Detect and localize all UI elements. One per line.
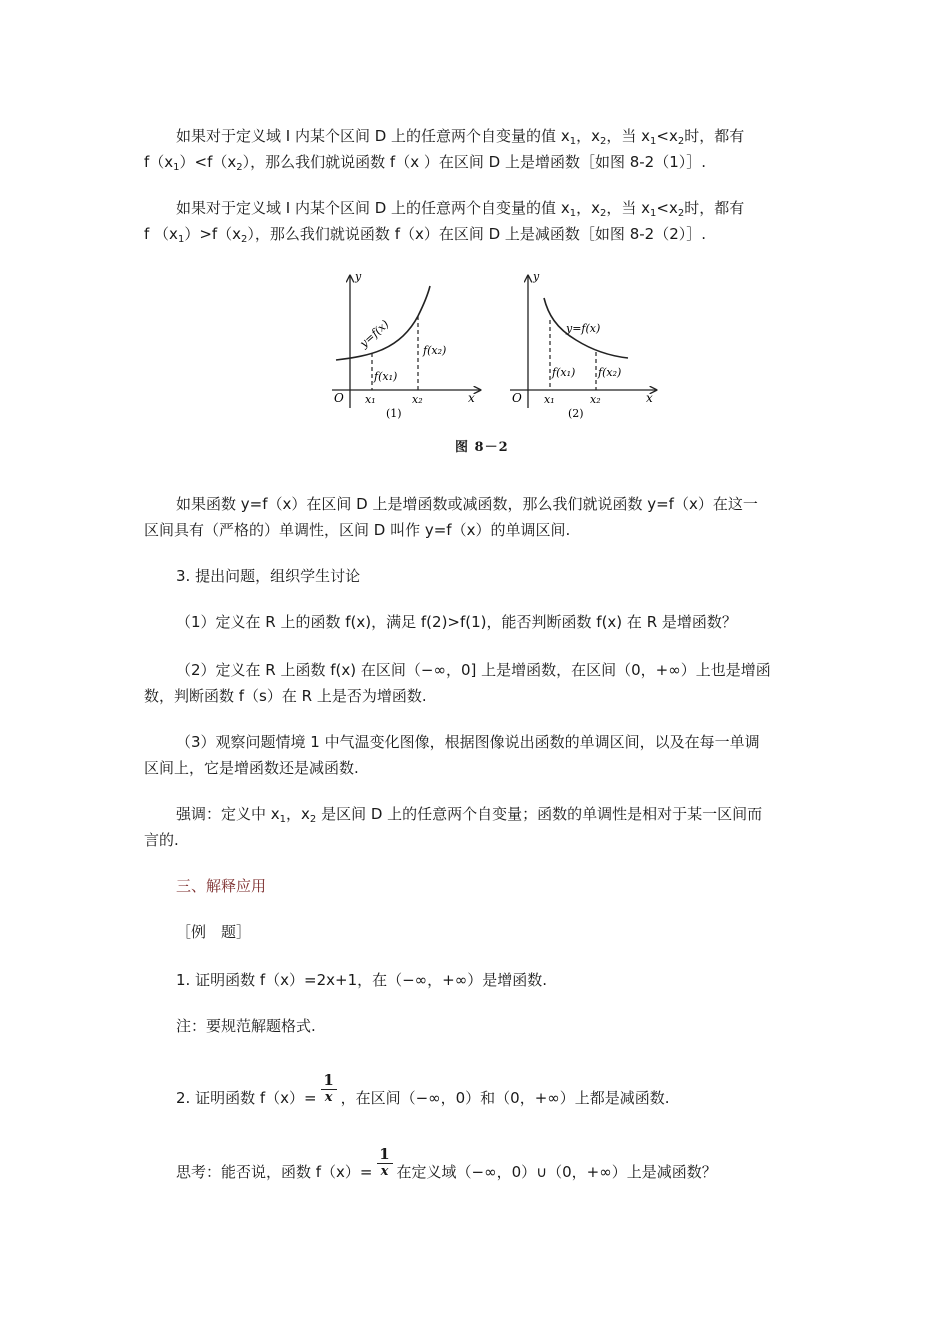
example-2: 2. 证明函数 f（x）= $\frac{1}{x}$ ，在区间（−∞，0）和（0，+∞）上都是减函数. — [176, 1071, 670, 1107]
paragraph-monotonic-line2: 区间具有（严格的）单调性，区间 D 叫作 y=f（x）的单调区间. — [144, 521, 571, 539]
question-3-line1: （3）观察问题情境 1 中气温变化图像，根据图像说出函数的单调区间，以及在每一单调 — [176, 733, 760, 751]
left-origin-label: O — [334, 391, 344, 405]
paragraph-decreasing-def-line2: f $(x_1)>f(x_2)$，那么我们就说函数 f（x）在区间 D 上是减函数［如图 8-2（2）］. — [144, 225, 707, 245]
paragraph-increasing-def-line1: 如果对于定义域 I 内某个区间 D 上的任意两个自变量的值 $x_1$，$x_2$，当 $x_1<x_2$时，都有 — [176, 127, 745, 147]
example-1: 1. 证明函数 f（x）=2x+1，在（−∞，+∞）是增函数. — [176, 971, 548, 989]
monotonic-function-figure — [320, 268, 680, 428]
left-fx2-label: f(x₂) — [423, 344, 447, 357]
paragraph-increasing-def-line2: $f(x_1)<f(x_2)$，那么我们就说函数 f（x ）在区间 D 上是增函数［如图 8-2（1）］. — [144, 153, 707, 173]
left-x2-tick: x₂ — [412, 393, 423, 406]
right-x-label: x — [646, 391, 653, 405]
question-3-line2: 区间上，它是增函数还是减函数. — [144, 759, 359, 777]
right-origin-label: O — [512, 391, 522, 405]
figure-caption: 图 8－2 — [455, 440, 509, 455]
note: 注：要规范解题格式. — [176, 1017, 316, 1035]
question-2-line1: （2）定义在 R 上函数 f(x) 在区间（−∞，0] 上是增函数，在区间（0，+∞）上也是增函 — [176, 661, 771, 679]
right-fx2-label: f(x₂) — [598, 366, 622, 379]
increasing-graph — [332, 270, 480, 420]
paragraph-monotonic-line1: 如果函数 y=f（x）在区间 D 上是增函数或减函数，那么我们就说函数 y=f（x）在这一 — [176, 495, 758, 513]
left-sub-caption: (1) — [386, 407, 402, 420]
emphasis-line2: 言的. — [144, 831, 179, 849]
think-question: 思考：能否说，函数 f（x）= $\frac{1}{x}$ 在定义域（−∞，0）∪（0，+∞）上是减函数？ — [176, 1145, 717, 1181]
left-x-label: x — [468, 391, 475, 405]
right-fx1-label: f(x₁) — [552, 366, 576, 379]
right-x2-tick: x₂ — [590, 393, 601, 406]
paragraph-discussion-title: 3. 提出问题，组织学生讨论 — [176, 567, 361, 585]
right-curve-label: y=f(x) — [566, 322, 601, 335]
left-curve-label: y=f(x) — [357, 317, 392, 351]
question-2-line2: 数，判断函数 f（s）在 R 上是否为增函数. — [144, 687, 427, 705]
left-y-label: y — [355, 270, 362, 283]
section-heading: 三、解释应用 — [176, 877, 267, 895]
fraction-one-over-x: $\frac{1}{x}$ — [321, 1072, 337, 1105]
right-x1-tick: x₁ — [544, 393, 555, 406]
decreasing-graph — [510, 270, 656, 420]
question-1: （1）定义在 R 上的函数 f(x)，满足 f(2)>f(1)，能否判断函数 f(x) 在 R 是增函数？ — [176, 613, 737, 631]
right-y-label: y — [533, 270, 540, 283]
emphasis-line1: 强调：定义中 $x_1$，$x_2$ 是区间 D 上的任意两个自变量；函数的单调性是相对于某一区间而 — [176, 805, 763, 825]
paragraph-decreasing-def-line1: 如果对于定义域 I 内某个区间 D 上的任意两个自变量的值 $x_1$，$x_2$，当 $x_1<x_2$时，都有 — [176, 199, 745, 219]
left-x1-tick: x₁ — [365, 393, 376, 406]
left-fx1-label: f(x₁) — [374, 370, 398, 383]
fraction-one-over-x-think: $\frac{1}{x}$ — [377, 1146, 393, 1179]
example-label: ［例 题］ — [176, 923, 252, 941]
right-sub-caption: (2) — [568, 407, 584, 420]
